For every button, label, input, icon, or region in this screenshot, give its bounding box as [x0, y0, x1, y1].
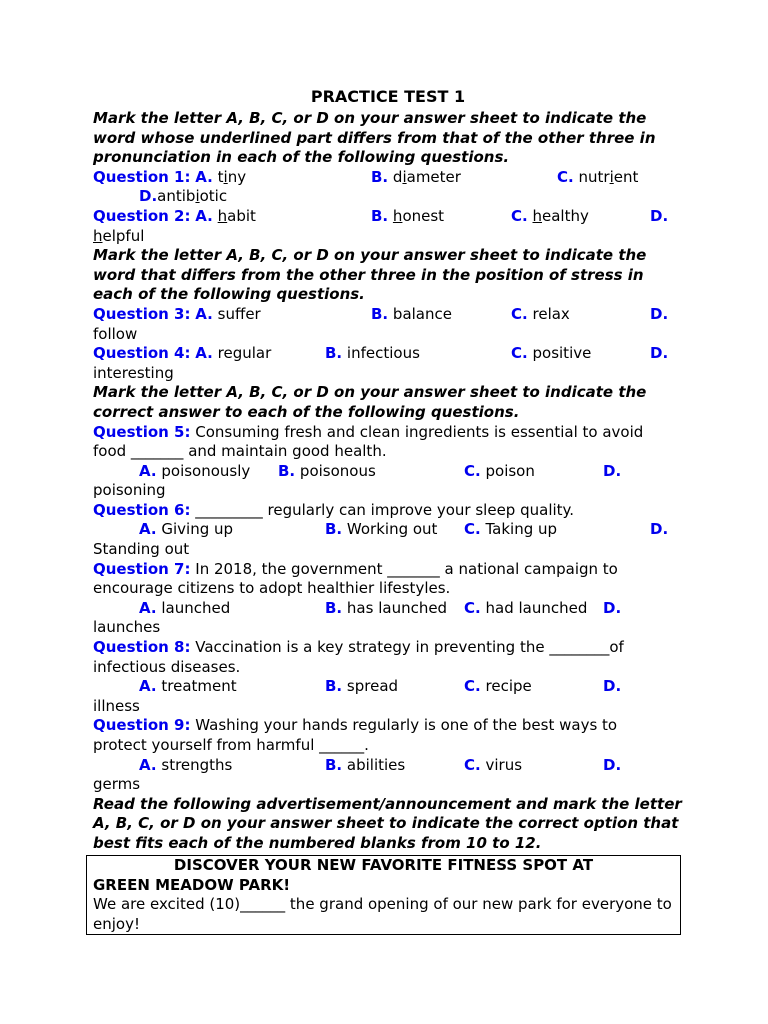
question-3-row-2: [93, 325, 683, 345]
option-c[interactable]: Taking up: [485, 520, 558, 539]
question-6-label: Question 6:: [93, 500, 191, 519]
instruction-pronunciation: Mark the letter A, B, C, or D on your answer sheet to indicate the word whose underlined part differs from that of the other three in pronunciation in each of the following questions.: [93, 109, 656, 167]
option-b-label: B.: [278, 461, 296, 480]
question-7-label: Question 7:: [93, 559, 191, 578]
question-2-row: [93, 207, 683, 227]
question-9-options: [93, 756, 683, 776]
option-d-label: D.: [603, 755, 622, 774]
advertisement-body: We are excited (10)______ the grand opening of our new park for everyone to enjoy!: [93, 895, 672, 933]
question-4-row-2: [93, 364, 683, 384]
question-2-row-2: [93, 227, 683, 247]
option-b[interactable]: diameter: [392, 167, 461, 186]
question-9-stem: Question 9: Washing your hands regularly is one of the best ways to: [93, 716, 618, 735]
option-a[interactable]: Giving up: [161, 520, 234, 539]
option-a-label: A.: [139, 598, 157, 617]
option-b[interactable]: infectious: [346, 344, 420, 363]
option-b[interactable]: has launched: [346, 598, 448, 617]
question-8-label: Question 8:: [93, 638, 191, 657]
question-7-options-2: [93, 618, 683, 638]
option-a-label: A.: [139, 755, 157, 774]
advertisement-box: [86, 855, 681, 935]
page-title: PRACTICE TEST 1: [310, 87, 466, 106]
option-d[interactable]: Standing out: [93, 540, 190, 559]
option-c-label: C.: [511, 304, 528, 323]
option-b-label: B.: [371, 167, 389, 186]
option-a-label: A.: [195, 304, 213, 323]
question-9-options-2: [93, 775, 683, 795]
option-c-label: C.: [464, 520, 481, 539]
option-c-label: C.: [511, 344, 528, 363]
option-d-label: D.: [650, 520, 669, 539]
option-d-label: D.: [603, 598, 622, 617]
question-9-label: Question 9:: [93, 716, 191, 735]
question-5-stem: Question 5: Consuming fresh and clean ingredients is essential to avoid: [93, 422, 644, 441]
option-b[interactable]: balance: [392, 304, 452, 323]
option-d[interactable]: helpful: [93, 226, 145, 245]
option-b-label: B.: [325, 344, 343, 363]
option-d[interactable]: illness: [93, 696, 140, 715]
option-c-label: C.: [464, 598, 481, 617]
option-d-label: D.: [603, 461, 622, 480]
option-b-label: B.: [371, 206, 389, 225]
option-d[interactable]: poisoning: [93, 481, 166, 500]
option-a-label: A.: [195, 167, 213, 186]
question-8-stem: Question 8: Vaccination is a key strategy in preventing the ________of: [93, 638, 624, 657]
option-a[interactable]: launched: [161, 598, 231, 617]
option-a-label: A.: [195, 206, 213, 225]
option-a[interactable]: suffer: [217, 304, 261, 323]
question-2-label: Question 2:: [93, 206, 191, 225]
advertisement-heading: DISCOVER YOUR NEW FAVORITE FITNESS SPOT AT: [173, 856, 594, 874]
option-b-label: B.: [325, 677, 343, 696]
option-a[interactable]: treatment: [161, 677, 237, 696]
option-b[interactable]: Working out: [346, 520, 438, 539]
option-a[interactable]: strengths: [161, 755, 233, 774]
option-b-label: B.: [371, 304, 389, 323]
option-d[interactable]: germs: [93, 775, 141, 794]
option-b-label: B.: [325, 755, 343, 774]
option-c[interactable]: had launched: [485, 598, 588, 617]
question-6-stem: Question 6: _________ regularly can improve your sleep quality.: [93, 500, 575, 519]
option-c[interactable]: positive: [532, 344, 592, 363]
question-8-options-2: [93, 697, 683, 717]
option-a[interactable]: poisonously: [161, 461, 251, 480]
option-d-label: D.: [603, 677, 622, 696]
option-a-label: A.: [195, 344, 213, 363]
question-1-row: [93, 168, 683, 188]
question-1-label: Question 1:: [93, 167, 191, 186]
option-c[interactable]: healthy: [532, 206, 589, 225]
option-d[interactable]: launches: [93, 618, 161, 637]
option-c[interactable]: nutrient: [578, 167, 639, 186]
question-5-stem-2: food _______ and maintain good health.: [93, 442, 387, 461]
option-a-label: A.: [139, 461, 157, 480]
option-c-label: C.: [511, 206, 528, 225]
option-d[interactable]: antibiotic: [157, 187, 228, 206]
option-d-label: D.: [650, 304, 669, 323]
advertisement-heading-2: GREEN MEADOW PARK!: [93, 875, 291, 894]
question-6-options: [93, 520, 683, 540]
question-7-stem-2: encourage citizens to adopt healthier lifestyles.: [93, 579, 451, 598]
option-c-label: C.: [557, 167, 574, 186]
option-a-label: A.: [139, 520, 157, 539]
option-a[interactable]: regular: [217, 344, 272, 363]
option-c-label: C.: [464, 755, 481, 774]
option-b-label: B.: [325, 598, 343, 617]
question-3-row: [93, 305, 683, 325]
document-body: [93, 87, 683, 854]
question-9-stem-2: protect yourself from harmful ______.: [93, 736, 369, 754]
option-a-label: A.: [139, 677, 157, 696]
question-1-row-2: [93, 187, 683, 207]
option-d-label: D.: [139, 187, 158, 206]
question-5-options-2: [93, 481, 683, 501]
instruction-stress: Mark the letter A, B, C, or D on your answer sheet to indicate the word that differs from the other three in the position of stress in each of the following questions.: [93, 246, 647, 304]
option-b[interactable]: honest: [392, 206, 445, 225]
option-b[interactable]: poisonous: [299, 461, 376, 480]
question-4-row: [93, 344, 683, 364]
option-d-label: D.: [650, 344, 669, 363]
option-d[interactable]: follow: [93, 324, 138, 343]
question-5-label: Question 5:: [93, 422, 191, 441]
option-c[interactable]: relax: [532, 304, 570, 323]
option-a[interactable]: habit: [217, 206, 256, 225]
option-c-label: C.: [464, 677, 481, 696]
instruction-correct-answer: Mark the letter A, B, C, or D on your answer sheet to indicate the correct answer to each of the following questions.: [93, 383, 647, 421]
option-b[interactable]: abilities: [346, 755, 406, 774]
option-c[interactable]: recipe: [485, 677, 532, 696]
option-a[interactable]: tiny: [217, 167, 247, 186]
question-6-options-2: [93, 540, 683, 560]
question-8-stem-2: infectious diseases.: [93, 657, 241, 676]
option-c-label: C.: [464, 461, 481, 480]
option-d-label: D.: [650, 206, 669, 225]
question-7-stem: Question 7: In 2018, the government _______ a national campaign to: [93, 559, 618, 578]
option-b-label: B.: [325, 520, 343, 539]
option-b[interactable]: spread: [346, 677, 399, 696]
question-4-label: Question 4:: [93, 344, 191, 363]
question-3-label: Question 3:: [93, 304, 191, 323]
question-8-options: [93, 677, 683, 697]
option-c[interactable]: virus: [485, 755, 523, 774]
option-c[interactable]: poison: [485, 461, 535, 480]
question-7-options: [93, 599, 683, 619]
question-5-options: [93, 462, 683, 482]
instruction-advertisement: Read the following advertisement/announcement and mark the letter A, B, C, or D on your answer sheet to indicate the correct option that best fits each of the numbered blanks from 10 to 12.: [93, 794, 682, 852]
option-d[interactable]: interesting: [93, 363, 174, 382]
